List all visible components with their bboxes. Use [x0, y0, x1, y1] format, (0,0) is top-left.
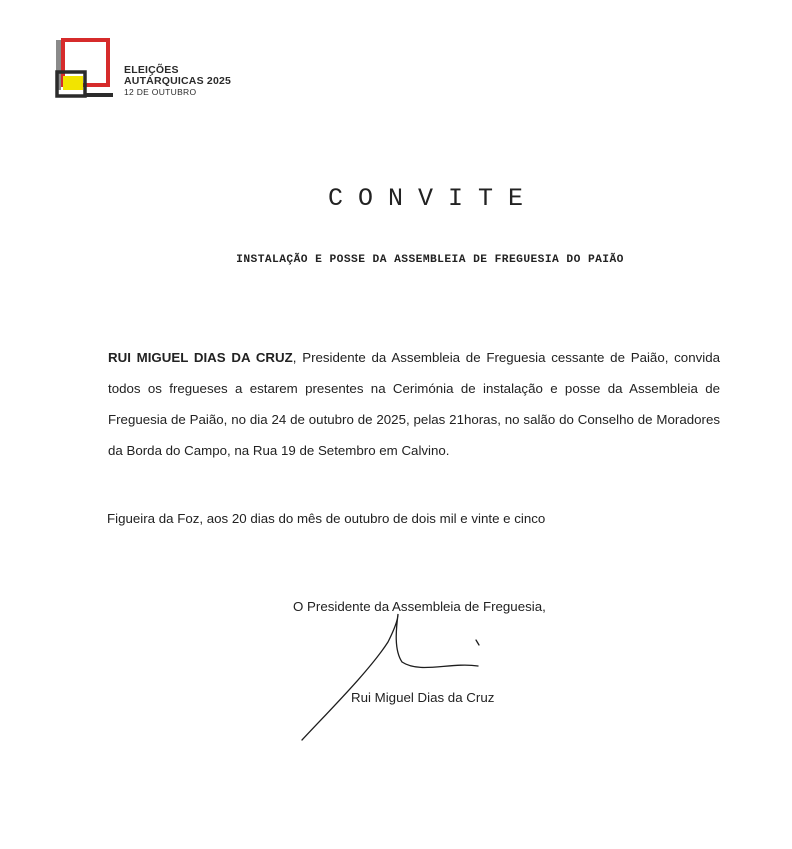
logo-line-3: 12 DE OUTUBRO — [124, 87, 197, 97]
logo-dark-bar — [85, 93, 113, 97]
signature-name: Rui Miguel Dias da Cruz — [351, 690, 495, 705]
dateline: Figueira da Foz, aos 20 dias do mês de outubro de dois mil e vinte e cinco — [107, 511, 546, 526]
signature-title: O Presidente da Assembleia de Freguesia, — [293, 599, 546, 614]
invitation-body — [108, 342, 720, 466]
logo-yellow-square — [63, 76, 83, 90]
elections-logo — [54, 38, 116, 100]
document-title: CONVITE — [327, 184, 539, 213]
handwritten-signature — [290, 600, 500, 750]
body-name: RUI MIGUEL DIAS DA CRUZ — [108, 350, 293, 365]
logo-text — [124, 65, 231, 98]
document-subtitle: INSTALAÇÃO E POSSE DA ASSEMBLEIA DE FREGUESIA DO PAIÃO — [236, 254, 624, 266]
logo-line-1: ELEIÇÕES — [124, 64, 179, 76]
logo-line-2: AUTÁRQUICAS 2025 — [124, 75, 232, 87]
body-text: , Presidente da Assembleia de Freguesia cessante de Paião, convida todos os fregueses a estarem presentes na Cerimónia de instalação e posse da Assembleia de Freguesia de Paião, no dia 24 de outubro de 2025, pelas 21horas, no salão do Conselho de Moradores da Borda do Campo, na Rua 19 de Setembro em Calvino. — [108, 350, 720, 458]
